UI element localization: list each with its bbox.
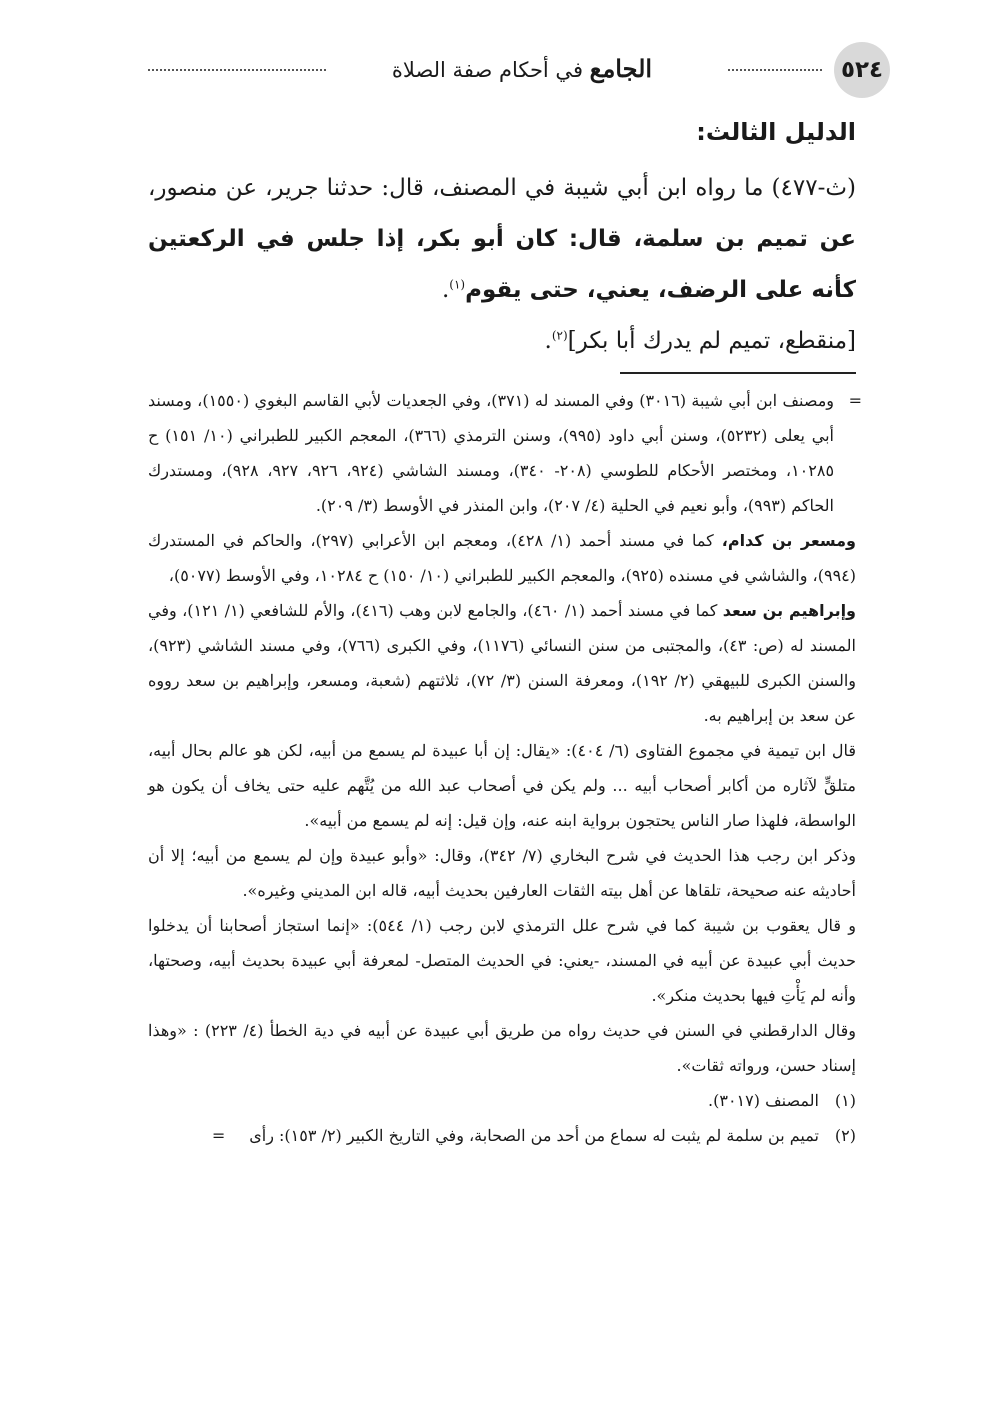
narrator-misar: ومسعر بن كدام، — [721, 531, 856, 550]
footnote-continuation — [148, 383, 862, 523]
running-title — [332, 54, 712, 83]
header-dots-right — [728, 69, 822, 71]
continuation-mark: = — [848, 391, 862, 410]
grading-end: . — [544, 328, 552, 354]
footnote-ref-1[interactable]: (١) — [449, 277, 466, 292]
footnote-para-3-text: كما في مسند أحمد (١/ ٤٦٠)، والجامع لابن وهب (٤١٦)، والأم للشافعي (١/ ١٢١)، وفي المسند له (ص: ٤٣)، والمجتبى من سنن النسائي (١١٧٦)، وفي الكبرى (٧٦٦)، وفي مسند الشاشي (٩٢٣)، والسنن الكبرى للبيهقي (٢/ ١٩٢)، ومعرفة السنن (٣/ ٧٢)، ثلاثتهم (شعبة، ومسعر، وإبراهيم بن سعد رووه عن سعد بن إبراهيم به. — [148, 601, 857, 725]
page-header — [148, 42, 890, 102]
footnote-1 — [148, 1083, 856, 1118]
page-number: ٥٢٤ — [834, 42, 890, 98]
footnote-ref-2[interactable]: (٢) — [551, 328, 568, 343]
footnote-1-number: (١) — [834, 1091, 856, 1110]
footnote-para-5: وذكر ابن رجب هذا الحديث في شرح البخاري (٧/ ٣٤٢)، وقال: «وأبو عبيدة وإن لم يسمع من أبيه؛ إلا أن أحاديثه عنه صحيحة، تلقاها عن أهل بيته الثقات العارفين بحديث أبيه، قاله ابن المديني وغيره». — [148, 846, 856, 900]
grading-line — [148, 316, 856, 367]
book-title-main: الجامع — [589, 54, 653, 83]
footnote-2-number: (٢) — [834, 1126, 856, 1145]
footnote-para-7: وقال الدارقطني في السنن في حديث رواه من طريق أبي عبيدة عن أبيه في دية الخطأ (٤/ ٢٢٣) : «وهذا إسناد حسن، ورواته ثقات». — [148, 1021, 856, 1075]
footnote-2 — [148, 1118, 856, 1153]
footnote-para-6: و قال يعقوب بن شيبة كما في شرح علل الترمذي لابن رجب (١/ ٥٤٤): «إنما استجاز أصحابنا أن يدخلوا حديث أبي عبيدة عن أبيه في المسند، -يعني: في الحديث المتصل- لمعرفة أبي عبيدة بحديث أبيه، وصحتها، وأنه لم يَأْتِ فيها بحديث منكر». — [148, 916, 856, 1005]
header-dots-left — [148, 69, 326, 71]
footnote-2-continuation-mark: = — [211, 1126, 226, 1145]
hadith-end: . — [441, 277, 450, 303]
book-title-rest: في أحكام صفة الصلاة — [391, 58, 583, 82]
footnote-para-3 — [148, 593, 856, 733]
footnote-2-text: تميم بن سلمة لم يثبت له سماع من أحد من الصحابة، وفي التاريخ الكبير (٢/ ١٥٣): رأى — [249, 1126, 819, 1145]
footnote-para-2-text: كما في مسند أحمد (١/ ٤٢٨)، ومعجم ابن الأعرابي (٢٩٧)، والحاكم في المستدرك (٩٩٤)، والشاشي في مسنده (٩٢٥)، والمعجم الكبير للطبراني (١٠/ ١٥٠) ح ١٠٢٨٤، وفي الأوسط (٥٠٧٧)، — [148, 531, 856, 585]
section-heading: الدليل الثالث: — [696, 118, 856, 146]
hadith-text: عن تميم بن سلمة، قال: كان أبو بكر، إذا جلس في الركعتين كأنه على الرضف، يعني، حتى يقوم — [148, 226, 856, 303]
narrator-ibrahim: وإبراهيم بن سعد — [722, 601, 857, 620]
hadith-paragraph — [148, 163, 856, 316]
hadith-intro: (ث-٤٧٧) ما رواه ابن أبي شيبة في المصنف، قال: حدثنا جرير، عن منصور، — [148, 175, 856, 201]
main-text — [148, 163, 856, 367]
footnote-para-2 — [148, 523, 856, 593]
footnote-1-text: المصنف (٣٠١٧). — [708, 1091, 819, 1110]
grading-text: [منقطع، تميم لم يدرك أبا بكر] — [567, 328, 856, 354]
footnote-para-4: قال ابن تيمية في مجموع الفتاوى (٦/ ٤٠٤): «يقال: إن أبا عبيدة لم يسمع من أبيه، لكن هو عالم بحال أبيه، متلقٍّ لآثاره من أكابر أصحاب أبيه ... ولم يكن في أصحاب عبد الله من يُتَّهم عليه حتى يخاف أن يكون هو الواسطة، فلهذا صار الناس يحتجون برواية ابنه عنه، وإن قيل: إنه لم يسمع من أبيه». — [148, 741, 856, 830]
footnote-para-1: ومصنف ابن أبي شيبة (٣٠١٦) وفي المسند له (٣٧١)، وفي الجعديات لأبي القاسم البغوي (١٥٥٠)، ومسند أبي يعلى (٥٢٣٢)، وسنن أبي داود (٩٩٥)، وسنن الترمذي (٣٦٦)، المعجم الكبير للطبراني (١٠/ ١٥١) ح ١٠٢٨٥، ومختصر الأحكام للطوسي (٢٠٨- ٣٤٠)، ومسند الشاشي (٩٢٤، ٩٢٦، ٩٢٧، ٩٢٨)، ومستدرك الحاكم (٩٩٣)، وأبو نعيم في الحلية (٤/ ٢٠٧)، وابن المنذر في الأوسط (٣/ ٢٠٩). — [148, 391, 835, 515]
footnotes — [148, 383, 862, 1153]
footnote-separator — [620, 372, 856, 374]
